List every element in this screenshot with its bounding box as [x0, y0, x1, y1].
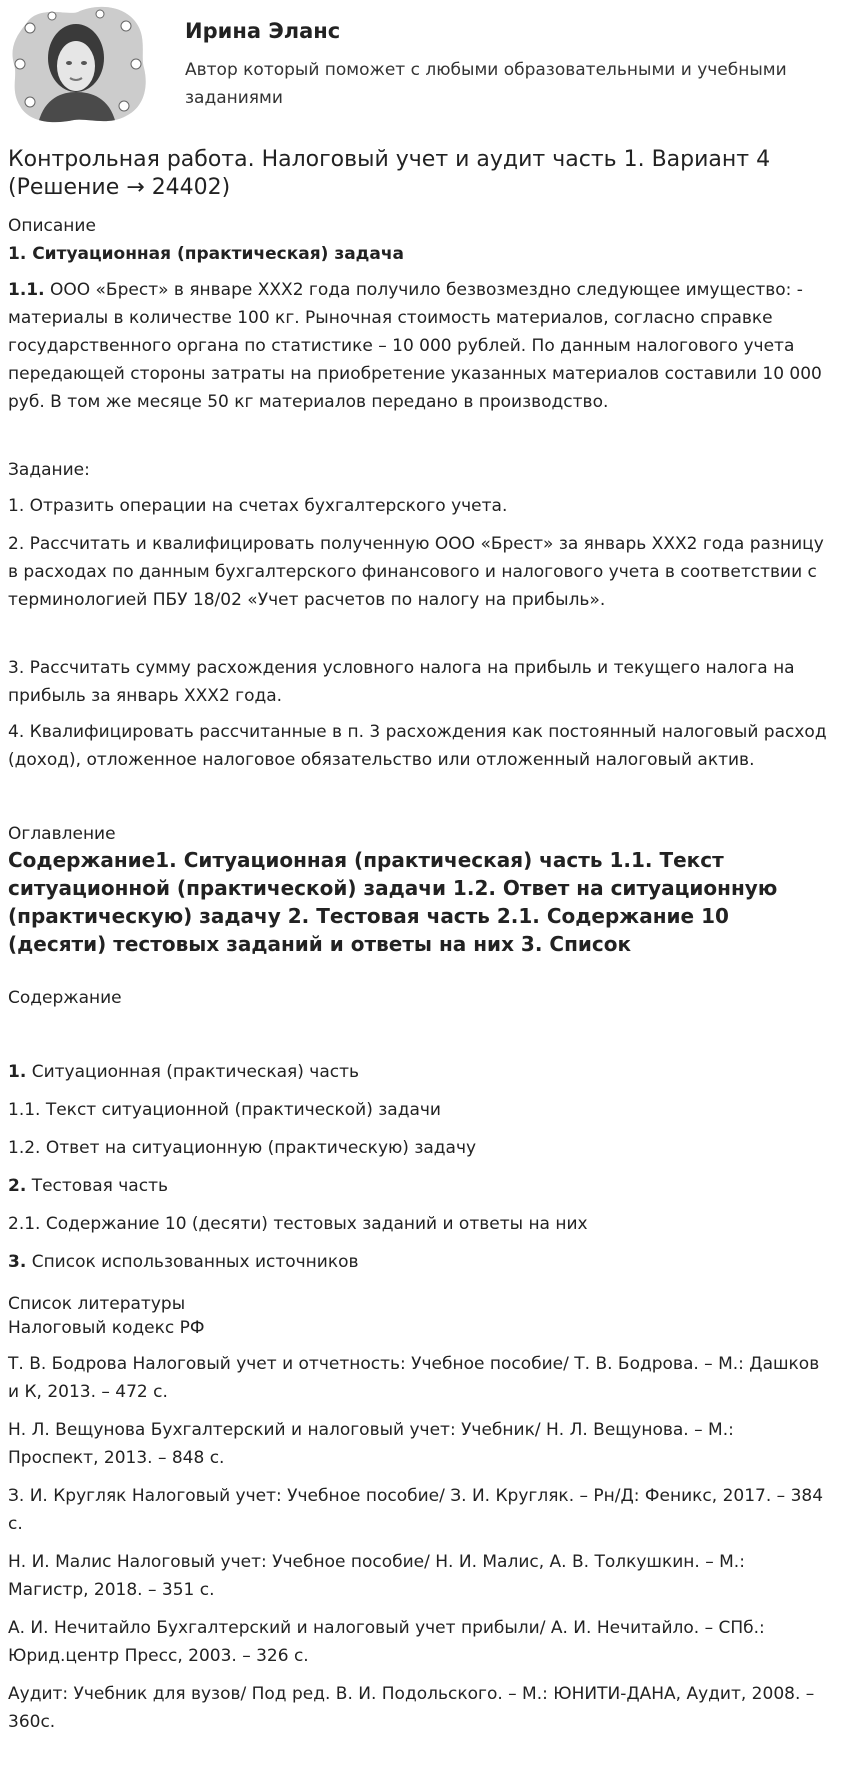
toc-item [8, 1174, 168, 1198]
toc-text: Список использованных источников [26, 1252, 359, 1272]
literature-item: Н. И. Малис Налоговый учет: Учебное пособие/ Н. И. Малис, А. В. Толкушкин. – М.: Магистр, 2018. – 351 с. [8, 1552, 745, 1600]
toc-item [8, 1136, 476, 1160]
literature-item: Аудит: Учебник для вузов/ Под ред. В. И. Подольского. – М.: ЮНИТИ-ДАНА, Аудит, 2008. – 360с. [8, 1684, 815, 1732]
contents-sub-label: Содержание [8, 988, 122, 1008]
contents-heading: Содержание1. Ситуационная (практическая) часть 1.1. Текст ситуационной (практической) задачи 1.2. Ответ на ситуационную (практическую) задачу 2. Тестовая часть 2.1. Содержание 10 (десяти) тестовых заданий и ответы на них 3. Список [8, 848, 778, 956]
author-name[interactable]: Ирина Эланс [185, 19, 341, 43]
toc-item [8, 1250, 359, 1274]
toc-item [8, 1212, 588, 1236]
assignment-item-3: 3. Рассчитать сумму расхождения условного налога на прибыль и текущего налога на прибыль за январь ХХХ2 года. [8, 658, 795, 706]
assignment-item-2: 2. Рассчитать и квалифицировать полученную ООО «Брест» за январь ХХХ2 года разницу в расходах по данным бухгалтерского финансового и налогового учета в соответствии с терминологией ПБУ 18/02 «Учет расчетов по налогу на прибыль». [8, 534, 824, 610]
literature-item: Т. В. Бодрова Налоговый учет и отчетность: Учебное пособие/ Т. В. Бодрова. – М.: Дашков и К, 2013. – 472 с. [8, 1354, 820, 1402]
toc-text: 1.2. Ответ на ситуационную (практическую) задачу [8, 1138, 477, 1158]
assignment-label: Задание: [8, 460, 90, 480]
toc-item [8, 1098, 441, 1122]
description-label: Описание [8, 216, 96, 236]
literature-label: Список литературы [8, 1294, 186, 1314]
toc-number: 2. [8, 1176, 27, 1196]
author-card [8, 6, 839, 124]
toc-text: 2.1. Содержание 10 (десяти) тестовых заданий и ответы на них [8, 1214, 588, 1234]
literature-item: З. И. Кругляк Налоговый учет: Учебное пособие/ З. И. Кругляк. – Рн/Д: Феникс, 2017. – 384 с. [8, 1486, 824, 1534]
document-title: Контрольная работа. Налоговый учет и аудит часть 1. Вариант 4 (Решение → 24402) [8, 147, 771, 200]
section-heading: 1. Ситуационная (практическая) задача [8, 244, 405, 264]
assignment-item-4: 4. Квалифицировать рассчитанные в п. 3 расхождения как постоянный налоговый расход (доход), отложенное налоговое обязательство или отложенный налоговый актив. [8, 722, 827, 770]
toc-text: Тестовая часть [26, 1176, 168, 1196]
literature-item: А. И. Нечитайло Бухгалтерский и налоговый учет прибыли/ А. И. Нечитайло. – СПб.: Юрид.центр Пресс, 2003. – 326 с. [8, 1618, 765, 1666]
task-text: ООО «Брест» в январе ХХХ2 года получило безвозмездно следующее имущество: - материалы в количестве 100 кг. Рыночная стоимость материалов, согласно справке государственного органа по статистике – 10 000 рублей. По данным налогового учета передающей стороны затраты на приобретение указанных материалов составили 10 000 руб. В том же месяце 50 кг материалов передано в производство. [8, 280, 822, 412]
author-avatar[interactable] [8, 6, 148, 124]
literature-item: Н. Л. Вещунова Бухгалтерский и налоговый учет: Учебник/ Н. Л. Вещунова. – М.: Проспект, 2013. – 848 с. [8, 1420, 734, 1468]
toc-text: Ситуационная (практическая) часть [26, 1062, 360, 1082]
assignment-item-1: 1. Отразить операции на счетах бухгалтерского учета. [8, 496, 508, 516]
toc-number: 1. [8, 1062, 27, 1082]
contents-label: Оглавление [8, 824, 116, 844]
toc-item [8, 1060, 359, 1084]
toc-number: 3. [8, 1252, 27, 1272]
task-paragraph [8, 276, 828, 416]
toc-text: 1.1. Текст ситуационной (практической) задачи [8, 1100, 441, 1120]
literature-item: Налоговый кодекс РФ [8, 1318, 205, 1338]
task-number: 1.1. [8, 280, 45, 300]
author-description: Автор который поможет с любыми образовательными и учебными заданиями [185, 60, 787, 108]
